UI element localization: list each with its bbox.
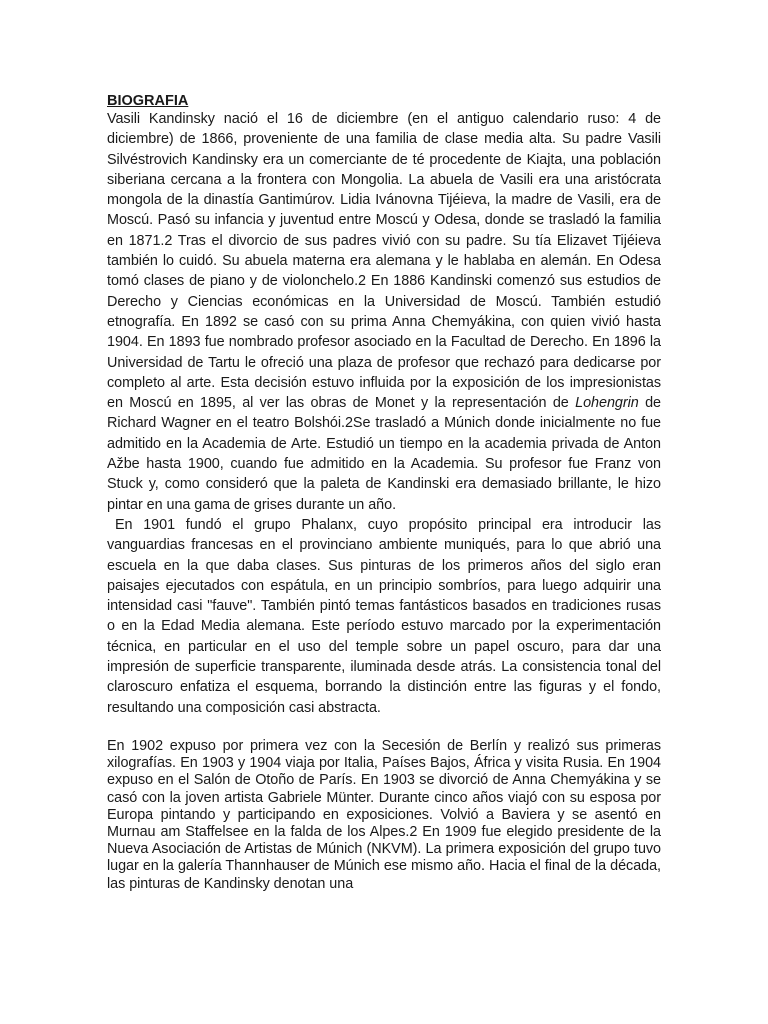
paragraph-2: En 1901 fundó el grupo Phalanx, cuyo propósito principal era introducir las vanguardias francesas en el provinciano ambiente muniqués, para lo que abrió una escuela en la que daba clases. Sus pinturas de los primeros años del siglo eran paisajes ejecutados con espátula, en un principio sombríos, para luego adquirir una intensidad casi "fauve". También pintó temas fantásticos basados en tradiciones rusas o en la Edad Media alemana. Este período estuvo marcado por la experimentación técnica, en particular en el uso del temple sobre un papel oscuro, para dar una impresión de superficie transparente, iluminada desde atrás. La consistencia tonal del claroscuro enfatiza el esquema, borrando la distinción entre las figuras y el fondo, resultando una composición casi abstracta. <box>107 516 661 716</box>
paragraph-1-italic: Lohengrin <box>575 395 639 412</box>
section-heading: BIOGRAFIA <box>107 93 189 109</box>
paragraph-1-rest: de Richard Wagner en el teatro Bolshói.2Se trasladó a Múnich donde inicialmente no fue admitido en la Academia de Arte. Estudió un tiempo en la academia privada de Anton Ažbe hasta 1900, cuando fue admitido en la Academia. Su profesor fue Franz von Stuck y, como consideró que la paleta de Kandinski era demasiado brillante, le hizo pintar en una gama de grises durante un año. <box>107 395 661 513</box>
paragraph-1 <box>107 109 661 515</box>
paragraph-3: En 1902 expuso por primera vez con la Secesión de Berlín y realizó sus primeras xilografías. En 1903 y 1904 viaja por Italia, Países Bajos, África y visita Rusia. En 1904 expuso en el Salón de Otoño de París. En 1903 se divorció de Anna Chemyákina y se casó con la joven artista Gabriele Münter. Durante cinco años viajó con su esposa por Europa pintando y participando en exposiciones. Volvió a Baviera y se asentó en Murnau am Staffelsee en la falda de los Alpes.2 En 1909 fue elegido presidente de la Nueva Asociación de Artistas de Múnich (NKVM). La primera exposición del grupo tuvo lugar en la galería Thannhauser de Múnich ese mismo año. Hacia el final de la década, las pinturas de Kandinsky denotan una <box>107 737 661 892</box>
paragraph-1-text: Vasili Kandinsky nació el 16 de diciembre (en el antiguo calendario ruso: 4 de diciembre) de 1866, proveniente de una familia de clase media alta. Su padre Vasili Silvéstrovich Kandinsky era un comerciante de té procedente de Kiajta, una población siberiana cercana a la frontera con Mongolia. La abuela de Vasili era una aristócrata mongola de la dinastía Gantimúrov. Lidia Ivánovna Tijéieva, la madre de Vasili, era de Moscú. Pasó su infancia y juventud entre Moscú y Odesa, donde se trasladó la familia en 1871.2 Tras el divorcio de sus padres vivió con su padre. Su tía Elizavet Tijéieva también lo cuidó. Su abuela materna era alemana y le hablaba en alemán. En Odesa tomó clases de piano y de violonchelo.2 En 1886 Kandinski comenzó sus estudios de Derecho y Ciencias económicas en la Universidad de Moscú. También estudió etnografía. En 1892 se casó con su prima Anna Chemyákina, con quien vivió hasta 1904. En 1893 fue nombrado profesor asociado en la Facultad de Derecho. En 1896 la Universidad de Tartu le ofreció una plaza de profesor que rechazó para dedicarse por completo al arte. Esta decisión estuvo influida por la exposición de los impresionistas en Moscú en 1895, al ver las obras de Monet y la representación de <box>107 111 661 412</box>
document-page <box>107 93 661 893</box>
